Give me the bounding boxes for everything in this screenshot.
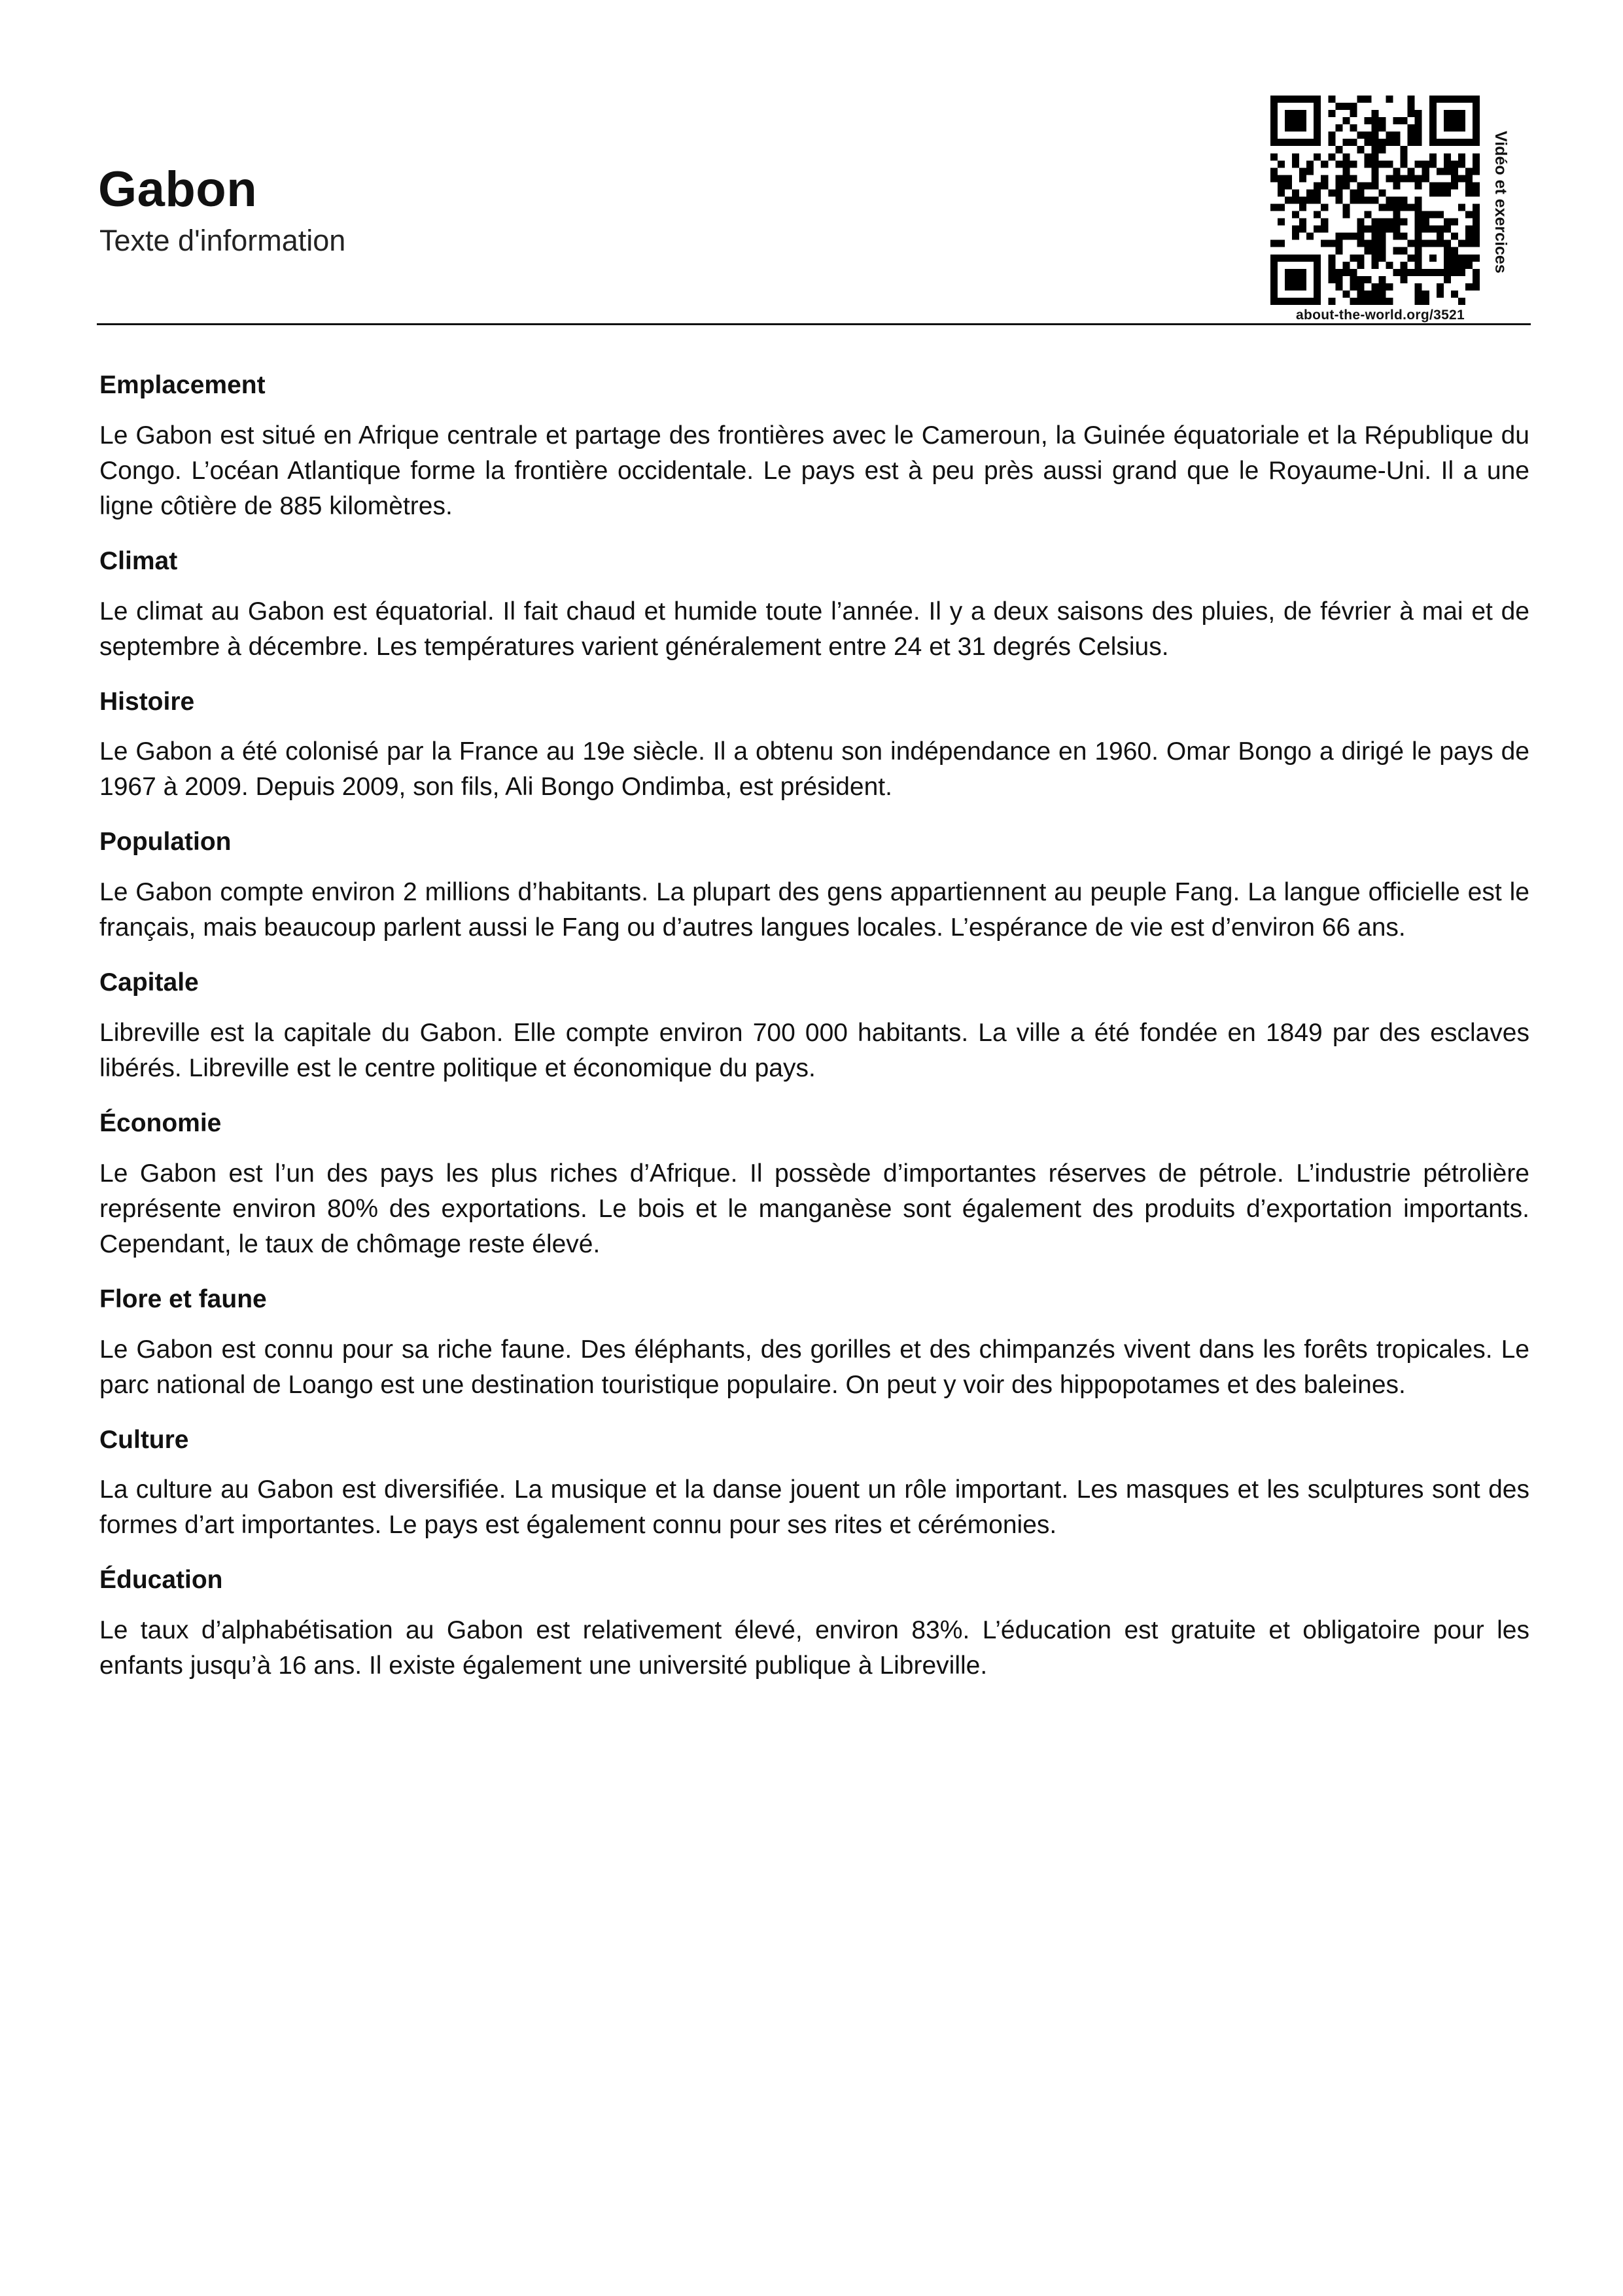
section-population — [99, 827, 1529, 945]
document-content — [99, 370, 1529, 1706]
section-heading: Économie — [99, 1108, 222, 1137]
section-body: La culture au Gabon est diversifiée. La musique et la danse jouent un rôle important. Les masques et les sculptures sont des formes d’art importantes. Le pays est également connu pour ses rites et cérémonies. — [99, 1475, 1529, 1540]
qr-url-label[interactable]: about-the-world.org/3521 — [1295, 308, 1465, 323]
section-body: Le Gabon est l’un des pays les plus riches d’Afrique. Il possède d’importantes réserves de pétrole. L’industrie pétrolière représente environ 80% des exportations. Le bois et le manganèse sont également des produits d’exportation importants. Cependant, le taux de chômage reste élevé. — [99, 1159, 1529, 1258]
header-divider — [97, 323, 1531, 325]
section-emplacement — [99, 370, 1529, 524]
section-histoire — [99, 687, 1529, 805]
section-heading: Éducation — [99, 1566, 223, 1595]
section-heading: Population — [99, 828, 232, 857]
section-heading: Emplacement — [99, 371, 266, 399]
section-education — [99, 1565, 1529, 1684]
section-heading: Flore et faune — [99, 1284, 267, 1313]
section-body: Le Gabon a été colonisé par la France au 19e siècle. Il a obtenu son indépendance en 1960. Omar Bongo a dirigé le pays de 1967 à 2009. Depuis 2009, son fils, Ali Bongo Ondimba, est président. — [99, 737, 1529, 802]
section-body: Le climat au Gabon est équatorial. Il fait chaud et humide toute l’année. Il y a deux saisons des pluies, de février à mai et de septembre à décembre. Les températures varient généralement entre 24 et 31 degrés Celsius. — [99, 597, 1529, 661]
section-heading: Capitale — [99, 968, 199, 997]
section-flore-et-faune — [99, 1284, 1529, 1403]
section-climat — [99, 546, 1529, 665]
section-body: Le Gabon est situé en Afrique centrale et partage des frontières avec le Cameroun, la Guinée équatoriale et la République du Congo. L’océan Atlantique forme la frontière occidentale. Le pays est à peu près aussi grand que le Royaume-Uni. Il a une ligne côtière de 885 kilomètres. — [99, 421, 1529, 520]
section-body: Le Gabon compte environ 2 millions d’habitants. La plupart des gens appartiennent au peuple Fang. La langue officielle est le français, mais beaucoup parlent aussi le Fang ou d’autres langues locales. L’espérance de vie est d’environ 66 ans. — [99, 878, 1529, 942]
section-body: Le Gabon est connu pour sa riche faune. Des éléphants, des gorilles et des chimpanzés vivent dans les forêts tropicales. Le parc national de Loango est une destination touristique populaire. On peut y voir des hippopotames et des baleines. — [99, 1335, 1529, 1399]
section-culture — [99, 1425, 1529, 1544]
page-title: Gabon — [98, 162, 258, 217]
section-economie — [99, 1108, 1529, 1262]
page-subtitle: Texte d'information — [99, 224, 346, 257]
section-body: Le taux d’alphabétisation au Gabon est relativement élevé, environ 83%. L’éducation est gratuite et obligatoire pour les enfants jusqu’à 16 ans. Il existe également une université publique à Libreville. — [99, 1616, 1529, 1680]
document-header — [98, 92, 1527, 324]
qr-side-label: Vidéo et exercices — [1492, 131, 1510, 274]
qr-code-icon[interactable] — [1270, 96, 1480, 305]
section-heading: Culture — [99, 1425, 189, 1454]
section-heading: Histoire — [99, 687, 195, 716]
section-body: Libreville est la capitale du Gabon. Elle compte environ 700 000 habitants. La ville a été fondée en 1849 par des esclaves libérés. Libreville est le centre politique et économique du pays. — [99, 1018, 1529, 1082]
section-capitale — [99, 968, 1529, 1086]
section-heading: Climat — [99, 546, 178, 575]
